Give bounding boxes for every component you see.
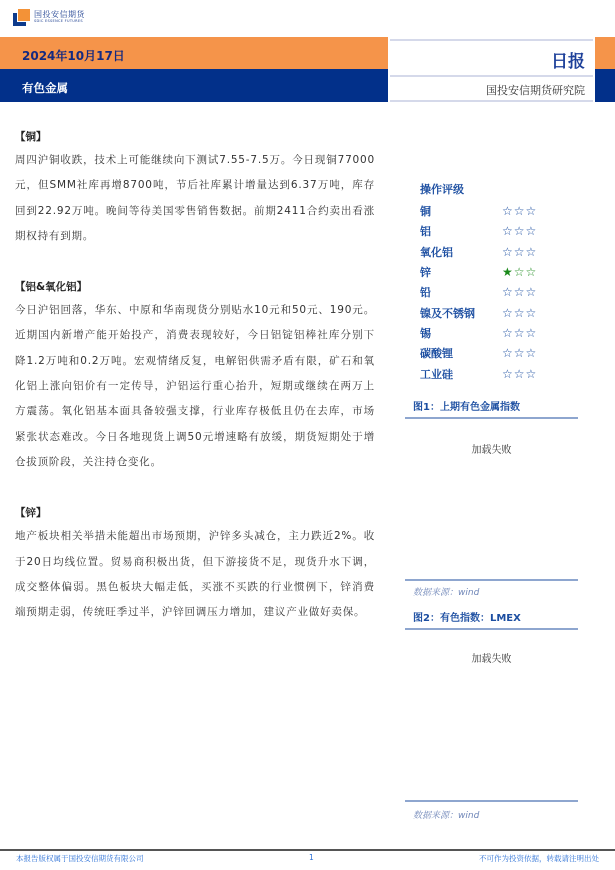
figure-title: 图1：上期有色金属指数 [413,402,520,413]
star-outline-icon: ☆ [502,224,513,239]
section-aluminum [15,276,375,475]
institute-name: 国投安信期货研究院 [486,84,585,97]
data-source: 数据来源：wind [413,588,480,598]
section-body: 周四沪铜收跌，技术上可能继续向下测试7.55-7.5万。今日现铜77000元，但SMM社库再增8700吨，节后社库累计增量达到6.37万吨，库存回到22.92万吨。晚间等待美国零售销售数据。前期2411合约卖出看涨期权持有到期。 [15,154,375,242]
rating-row-nickel-stainless [420,302,536,322]
rating-label: 镍及不锈钢 [420,306,475,320]
star-outline-icon: ☆ [513,366,525,381]
rating-label: 锌 [420,266,431,280]
section-zinc [15,502,375,625]
rating-row-industrial-silicon [420,363,536,383]
star-outline-icon: ☆ [513,244,525,259]
report-date: 2024年10月17日 [22,49,125,63]
star-outline-icon: ☆ [513,346,525,361]
star-outline-icon: ☆ [502,366,513,381]
star-outline-icon: ☆ [525,285,537,300]
star-outline-icon: ☆ [502,244,513,259]
star-rating [502,246,536,258]
figure-shfe-nonferrous-index [405,399,578,598]
star-outline-icon: ☆ [513,204,525,219]
report-title-box [388,37,595,102]
rating-title: 操作评级 [420,183,464,196]
figure-image-placeholder [405,419,578,579]
rating-label: 铝 [420,225,431,239]
star-outline-icon: ☆ [525,305,537,320]
star-outline-icon: ☆ [525,244,537,259]
star-outline-icon: ☆ [502,305,513,320]
star-outline-icon: ☆ [502,204,513,219]
star-outline-icon: ☆ [513,285,525,300]
star-rating [502,368,536,380]
rating-label: 锡 [420,326,431,340]
footer-disclaimer: 不可作为投资依据，转载请注明出处 [479,854,599,863]
figure-title: 图2：有色指数：LMEX [413,613,521,624]
star-outline-icon: ☆ [513,305,525,320]
section-title: 【锌】 [15,507,47,520]
star-rating [502,307,536,319]
figure-image-placeholder [405,630,578,800]
operation-rating-table [420,181,536,384]
star-outline-icon: ☆ [525,325,537,340]
rating-label: 铅 [420,286,431,300]
footer-divider [0,849,615,851]
star-filled-icon: ★ [502,265,513,280]
logo-mark-icon [13,9,30,26]
star-rating [502,225,536,237]
company-logo [13,9,85,26]
commentary-column [15,126,375,625]
star-outline-icon: ☆ [525,366,537,381]
image-load-failed-text: 加载失败 [471,654,512,665]
section-body: 今日沪铝回落，华东、中原和华南现货分别贴水10元和50元、190元。近期国内新增产能开始投产，消费表现较好，今日铝锭铝棒社库分别下降1.2万吨和0.2万吨。宏观情绪反复，电解铝供需矛盾有限，矿石和氧化铝上涨向铝价有一定传导，沪铝运行重心抬升，短期或继续在两万上方震荡。氧化铝基本面具备较强支撑，行业库存极低且仍在去库，市场紧张状态难改。今日各地现货上调50元增速略有放缓，期货短期处于增仓拔顶阶段，关注持仓变化。 [15,304,375,468]
rating-label: 工业硅 [420,367,453,381]
star-outline-icon: ☆ [502,325,513,340]
rating-row-aluminum [420,221,536,241]
report-type: 日报 [551,52,585,72]
rating-row-tin [420,323,536,343]
logo-text-en: SDIC ESSENCE FUTURES [34,19,83,24]
section-copper [15,126,375,249]
star-outline-icon: ☆ [525,204,537,219]
footer-copyright: 本报告版权属于国投安信期货有限公司 [16,854,144,863]
star-rating [502,347,536,359]
rating-row-zinc [420,262,536,282]
figure-lmex-index [405,610,578,821]
report-sector: 有色金属 [22,81,68,95]
star-rating [502,327,536,339]
star-outline-icon: ☆ [513,325,525,340]
star-outline-icon: ☆ [525,346,537,361]
star-rating [502,205,536,217]
rating-row-lithium-carbonate [420,343,536,363]
section-title: 【铝&氧化铝】 [15,281,88,294]
divider [390,39,593,41]
data-source: 数据来源：wind [413,811,480,821]
image-load-failed-text: 加载失败 [471,445,512,456]
logo-text-cn: 国投安信期货 [34,10,85,20]
star-outline-icon: ☆ [502,285,513,300]
divider [390,100,593,102]
star-rating [502,286,536,298]
star-outline-icon: ☆ [525,265,537,280]
rating-row-copper [420,201,536,221]
rating-row-alumina [420,242,536,262]
rating-row-lead [420,282,536,302]
star-outline-icon: ☆ [513,224,525,239]
section-title: 【铜】 [15,131,47,143]
rating-label: 碳酸锂 [420,347,453,361]
page-number: 1 [309,853,314,862]
star-rating [502,266,536,278]
star-outline-icon: ☆ [513,265,525,280]
star-outline-icon: ☆ [502,346,513,361]
divider [390,75,593,77]
section-body: 地产板块相关举措未能超出市场预期，沪锌多头减仓，主力跌近2%。收于20日均线位置。贸易商积极出货，但下游接货不足，现货升水下调，成交整体偏弱。黑色板块大幅走低，买涨不买跌的行业惯例下，锌消费端预期走弱，传统旺季过半，沪锌回调压力增加，建议产业做好卖保。 [15,530,375,619]
rating-label: 铜 [420,205,431,219]
rating-label: 氧化铝 [420,245,453,259]
star-outline-icon: ☆ [525,224,537,239]
